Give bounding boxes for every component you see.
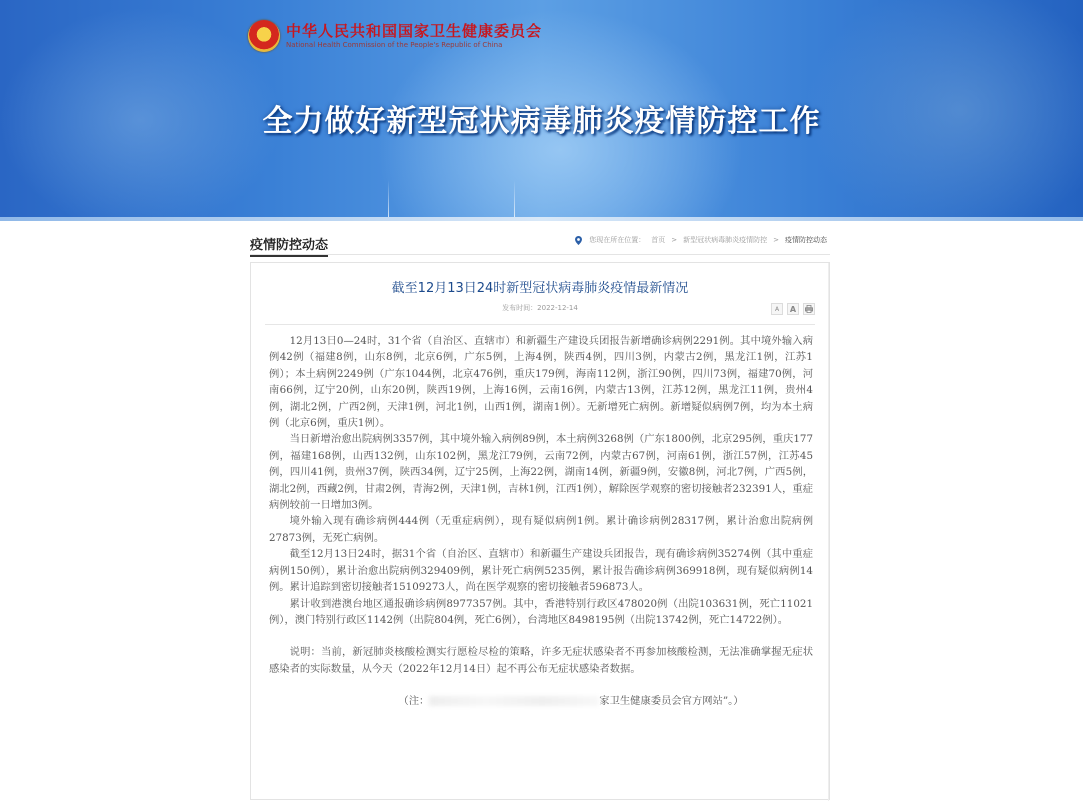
- font-decrease-button[interactable]: A: [771, 303, 783, 315]
- print-button[interactable]: [803, 303, 815, 315]
- header-banner: [0, 0, 1083, 221]
- banner-title: 全力做好新型冠状病毒肺炎疫情防控工作: [262, 104, 821, 139]
- scrollbar-track[interactable]: [828, 263, 829, 801]
- divider: [265, 324, 815, 325]
- national-emblem-icon: [248, 20, 280, 52]
- date-value: 2022-12-14: [537, 304, 578, 312]
- paragraph-cumulative: 截至12月13日24时，据31个省（自治区、直辖市）和新疆生产建设兵团报告，现有确诊病例35274例（其中重症病例150例），累计治愈出院病例329409例，累计死亡病例5235例，累计报告确诊病例369918例，现有疑似病例14例。累计追踪到密切接触者15109273人，尚在医学观察的密切接触者596873人。: [269, 548, 813, 594]
- paragraph-hk-macao-taiwan: 累计收到港澳台地区通报确诊病例8977357例。其中，香港特别行政区478020例（出院103631例，死亡11021例），澳门特别行政区1142例（出院804例，死亡6例），台湾地区8498195例（出院13742例，死亡14722例）。: [269, 597, 813, 626]
- footnote: [269, 693, 813, 709]
- org-name-cn: 中华人民共和国国家卫生健康委员会: [286, 22, 543, 40]
- breadcrumb-separator: >: [671, 236, 678, 244]
- org-name-en: National Health Commission of the People's Republic of China: [286, 41, 503, 49]
- breadcrumb: [575, 235, 830, 245]
- article-date: [251, 303, 829, 313]
- section-header: [250, 231, 830, 255]
- article-panel: [250, 262, 830, 800]
- paragraph-imported: 境外输入现有确诊病例444例（无重症病例），现有疑似病例1例。累计确诊病例28317例，累计治愈出院病例27873例，无死亡病例。: [269, 515, 813, 544]
- article-title: 截至12月13日24时新型冠状病毒肺炎疫情最新情况: [391, 281, 689, 296]
- article-tools: [771, 303, 815, 315]
- footnote-prefix: （注：: [398, 695, 430, 708]
- breadcrumb-separator: >: [773, 236, 779, 244]
- footnote-suffix: 家卫生健康委员会官方网站”。）: [599, 695, 744, 708]
- paragraph-new-cases: 12月13日0—24时，31个省（自治区、直辖市）和新疆生产建设兵团报告新增确诊病例2291例。其中境外输入病例42例（福建8例，山东8例，北京6例，广东5例，上海4例，陕西4例，四川3例，内蒙古2例，黑龙江1例，江苏1例）；本土病例2249例（广东1044例，北京476例，重庆179例，海南112例，浙江90例，四川73例，福建70例，河南66例，辽宁20例，山东20例，陕西19例，上海16例，云南16例，内蒙古13例，江苏12例，黑龙江11例，贵州4例，湖北2例，广西2例，天津1例，河北1例，山西1例，湖南1例）。无新增死亡病例。新增疑似病例7例，均为本土病例（北京6例，重庆1例）。: [269, 335, 813, 430]
- breadcrumb-item-current[interactable]: 疫情防控动态: [785, 236, 827, 244]
- printer-icon: [805, 305, 813, 313]
- paragraph-recoveries: 当日新增治愈出院病例3357例，其中境外输入病例89例，本土病例3268例（广东1800例，北京295例，重庆177例，福建168例，山西132例，山东102例，黑龙江79例，云南72例，内蒙古67例，河南61例，浙江57例，江苏45例，四川41例，贵州37例，陕西34例，辽宁25例，上海22例，湖南14例，新疆9例，安徽8例，河北7例，广西5例，湖北2例，西藏2例，甘肃2例，青海2例，天津1例，吉林1例，江西1例），解除医学观察的密切接触者232391人，重症病例较前一日增加3例。: [269, 433, 813, 512]
- redacted-text: [429, 696, 599, 706]
- paragraph-notice: 说明：当前，新冠肺炎核酸检测实行愿检尽检的策略，许多无症状感染者不再参加核酸检测，无法准确掌握无症状感染者的实际数量，从今天（2022年12月14日）起不再公布无症状感染者数据。: [269, 646, 813, 675]
- light-beam-decoration: [388, 180, 389, 220]
- article-body: [269, 333, 813, 710]
- section-title[interactable]: 疫情防控动态: [250, 234, 328, 257]
- location-pin-icon: [575, 236, 582, 245]
- light-beam-decoration: [514, 180, 515, 220]
- date-label: 发布时间：: [502, 304, 538, 312]
- font-increase-button[interactable]: A: [787, 303, 799, 315]
- site-logo[interactable]: [248, 20, 542, 52]
- breadcrumb-location-label: 您现在所在位置：: [589, 236, 646, 244]
- breadcrumb-item-covid-prevention[interactable]: 新型冠状病毒肺炎疫情防控: [683, 236, 768, 244]
- breadcrumb-item-home[interactable]: 首页: [651, 236, 666, 244]
